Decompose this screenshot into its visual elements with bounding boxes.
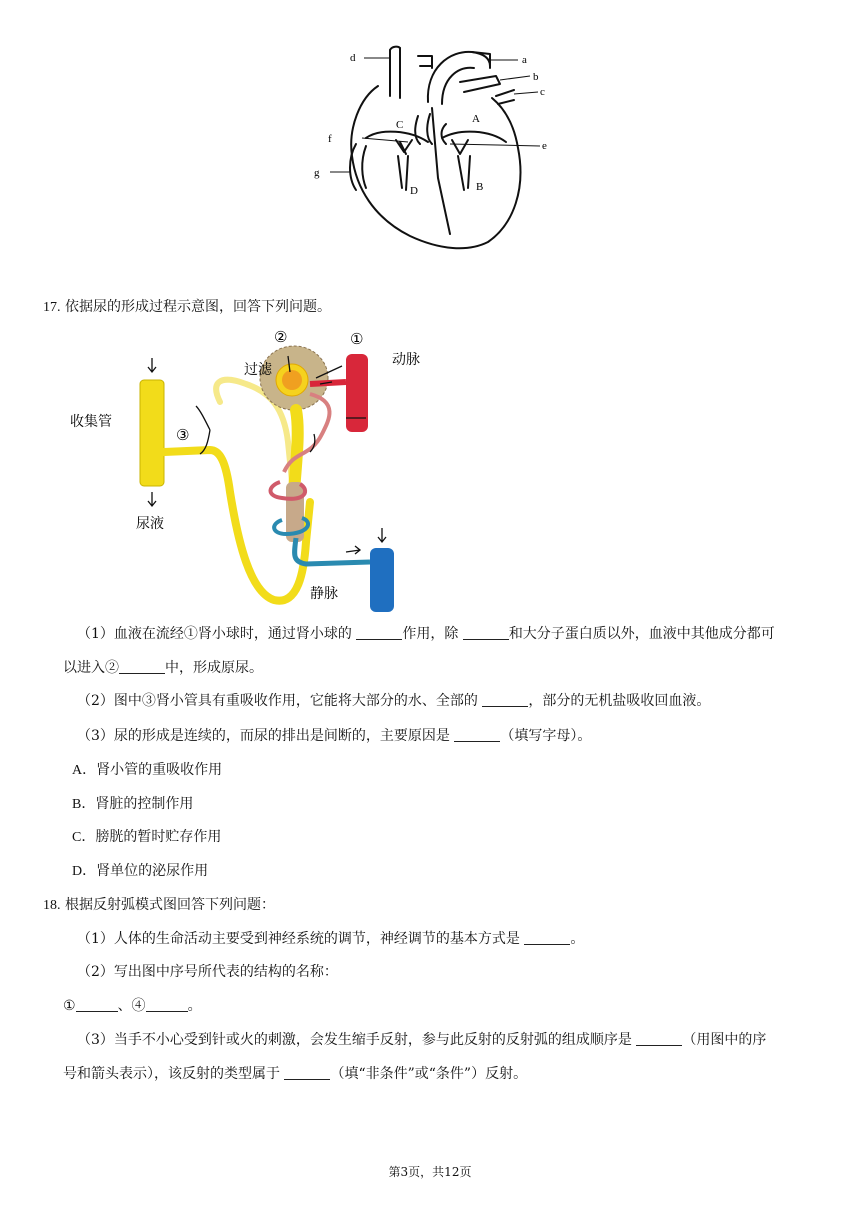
option-letter: B． (72, 797, 96, 812)
q18-number: 18. (43, 898, 61, 913)
heart-label-A: A (472, 113, 480, 125)
heart-label-a: a (522, 54, 527, 66)
q17-option-a[interactable] (72, 760, 222, 781)
q17-part1-line2 (63, 658, 263, 678)
q18-part3-line1 (77, 1030, 766, 1050)
option-letter: C． (72, 830, 96, 845)
q17-p2-text-a: （2）图中③肾小管具有重吸收作用，它能将大部分的水、全部的 (77, 693, 483, 709)
heart-label-C: C (396, 119, 404, 131)
q18-p3-blank-2[interactable] (284, 1065, 330, 1080)
q18-p1-text-a: （1）人体的生命活动主要受到神经系统的调节，神经调节的基本方式是 (77, 931, 525, 947)
heart-label-f: f (328, 133, 332, 145)
option-text: 肾单位的泌尿作用 (96, 863, 209, 879)
q18-p1-blank[interactable] (524, 930, 570, 945)
q17-p3-text-a: （3）尿的形成是连续的，而尿的排出是间断的，主要原因是 (77, 728, 455, 744)
heart-label-d: d (350, 52, 356, 64)
q17-option-b[interactable] (72, 794, 193, 815)
q18-p2-text-c: 。 (187, 998, 202, 1014)
heart-label-b: b (533, 71, 539, 83)
q17-p1-blank-2[interactable] (463, 625, 509, 640)
q18-part1 (77, 929, 584, 949)
heart-label-B: B (476, 181, 484, 193)
option-letter: D． (72, 864, 97, 879)
q17-p1-text-a: （1）血液在流经①肾小球时，通过肾小球的 (77, 626, 357, 642)
option-text: 肾脏的控制作用 (95, 796, 194, 812)
q18-p3-text-a: （3）当手不小心受到针或火的刺激，会发生缩手反射，参与此反射的反射弧的组成顺序是 (77, 1032, 637, 1048)
q18-p1-text-b: 。 (570, 931, 585, 947)
q17-stem: 依据尿的形成过程示意图，回答下列问题。 (64, 299, 331, 315)
urine-label-guolv: 过滤 (244, 362, 272, 378)
urine-label-jingmai: 静脉 (310, 586, 338, 602)
urine-label-shoujiguan: 收集管 (70, 414, 112, 430)
q17-heading (43, 297, 331, 318)
q18-stem: 根据反射弧模式图回答下列问题： (64, 897, 275, 913)
q17-p3-blank[interactable] (454, 727, 500, 742)
heart-label-D: D (410, 185, 418, 197)
urine-label-3: ③ (176, 426, 190, 444)
q17-option-d[interactable] (72, 861, 208, 882)
q17-option-c[interactable] (72, 827, 221, 848)
q18-part2-line (63, 996, 202, 1016)
urine-label-dongmai: 动脉 (392, 352, 420, 368)
heart-diagram (300, 38, 560, 258)
urine-label-niaoye: 尿液 (136, 516, 164, 532)
option-text: 肾小管的重吸收作用 (96, 762, 223, 778)
q17-p1-blank-3[interactable] (119, 659, 165, 674)
q18-p3-text-b: （用图中的序 (682, 1032, 767, 1048)
q17-p1-text-d: 以进入② (63, 660, 119, 676)
q17-part1-line1 (77, 624, 775, 644)
q18-p3-text-d: （填“非条件”或“条件”）反射。 (330, 1066, 528, 1082)
q18-p2-text-a: ① (63, 998, 76, 1014)
q17-number: 17. (43, 300, 61, 315)
page-footer: 第3页，共12页 (388, 1165, 472, 1179)
q17-p1-text-c: 和大分子蛋白质以外，血液中其他成分都可 (508, 626, 775, 642)
q17-p1-text-e: 中，形成原尿。 (165, 660, 263, 676)
urine-formation-diagram (70, 322, 440, 612)
q18-p2-blank-1[interactable] (76, 997, 118, 1012)
q17-p2-text-b: ，部分的无机盐吸收回血液。 (528, 693, 711, 709)
option-letter: A． (72, 763, 97, 778)
q17-p1-blank-1[interactable] (356, 625, 402, 640)
q18-p3-blank-1[interactable] (636, 1031, 682, 1046)
q17-part2 (77, 691, 710, 711)
q17-p3-text-b: （填写字母）。 (500, 728, 592, 744)
q17-part3 (77, 726, 591, 746)
q18-heading (43, 895, 275, 916)
option-text: 膀胱的暂时贮存作用 (95, 829, 222, 845)
q18-p2-blank-2[interactable] (146, 997, 188, 1012)
q18-p2-text-b: 、④ (117, 998, 146, 1014)
q18-part2 (77, 962, 338, 982)
q17-p2-blank[interactable] (482, 692, 528, 707)
q18-part3-line2 (63, 1064, 527, 1084)
urine-label-2: ② (274, 328, 288, 346)
heart-label-c: c (540, 86, 545, 98)
heart-label-g: g (314, 167, 320, 179)
q18-p2-text: （2）写出图中序号所代表的结构的名称： (77, 964, 338, 980)
q18-p3-text-c: 号和箭头表示），该反射的类型属于 (63, 1066, 285, 1082)
q17-p1-text-b: 作用，除 (402, 626, 463, 642)
heart-label-e: e (542, 140, 547, 152)
urine-label-1: ① (350, 330, 364, 348)
